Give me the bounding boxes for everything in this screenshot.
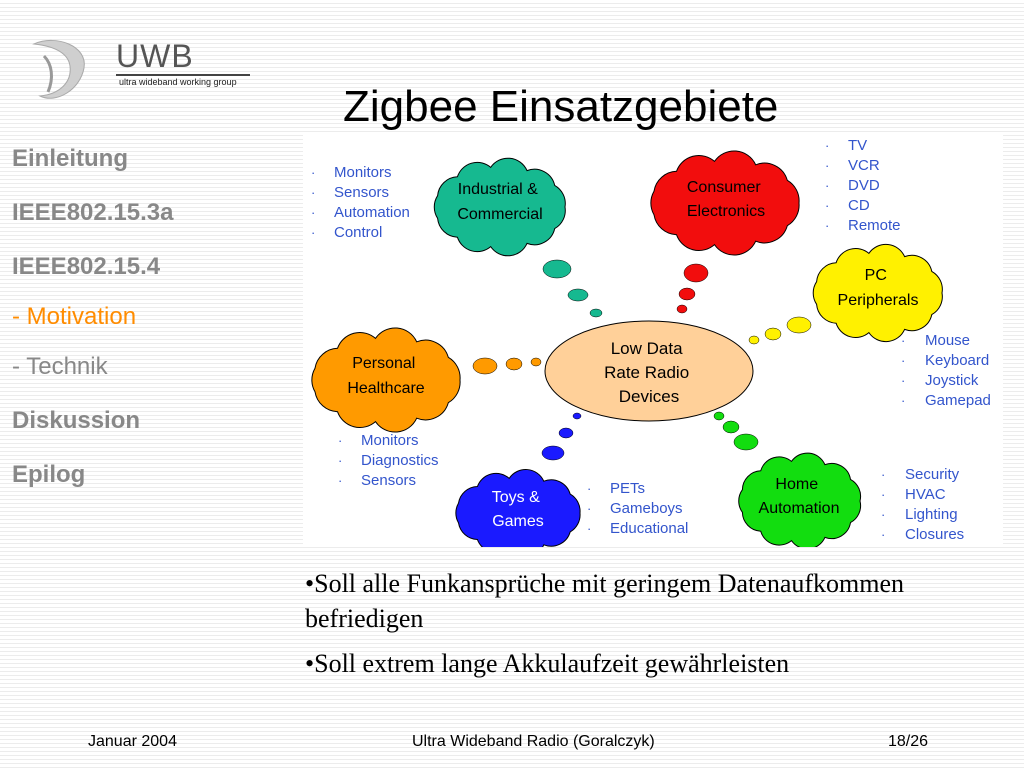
- cloud-label-line: Games: [492, 513, 544, 530]
- nav-subitem-technik[interactable]: - Technik: [12, 353, 108, 380]
- nav-item-einleitung[interactable]: Einleitung: [12, 145, 128, 172]
- bubble-toys-2: [559, 428, 573, 438]
- list-bullet-icon: ·: [881, 487, 886, 502]
- list-item: Gameboys: [610, 500, 683, 517]
- cloud-shape: [456, 469, 580, 547]
- list-bullet-icon: ·: [587, 481, 592, 496]
- list-bullet-icon: ·: [881, 507, 886, 522]
- list-item: Diagnostics: [361, 452, 439, 469]
- list-item: Control: [334, 224, 383, 241]
- list-bullet-icon: ·: [311, 185, 316, 200]
- list-bullet-icon: ·: [587, 521, 592, 536]
- list-bullet-icon: ·: [311, 225, 316, 240]
- bubble-consumer-3: [677, 305, 687, 313]
- list-bullet-icon: ·: [901, 353, 906, 368]
- cloud-label-line: Peripherals: [837, 292, 919, 309]
- list-item: Automation: [334, 204, 410, 221]
- cloud-label-line: Consumer: [686, 179, 761, 196]
- logo-divider: [116, 74, 250, 76]
- cloud-label-line: Toys &: [491, 489, 540, 506]
- list-bullet-icon: ·: [881, 467, 886, 482]
- bubble-toys-3: [573, 413, 581, 419]
- list-bullet-icon: ·: [901, 373, 906, 388]
- list-item: Gamepad: [925, 392, 991, 409]
- cloud-label-line: Commercial: [457, 206, 543, 223]
- bubble-home-3: [714, 412, 724, 420]
- list-bullet-icon: ·: [901, 393, 906, 408]
- bullet-list: [305, 566, 1005, 691]
- nav-subitem-motivation[interactable]: - Motivation: [12, 303, 137, 330]
- list-item: Lighting: [905, 506, 958, 523]
- list-item: Sensors: [361, 472, 417, 489]
- list-item: VCR: [848, 157, 880, 174]
- bubble-personal-2: [506, 358, 522, 370]
- bubble-consumer-2: [679, 288, 695, 300]
- list-bullet-icon: ·: [825, 138, 830, 153]
- list-item: Closures: [905, 526, 965, 543]
- center-label-line: Devices: [618, 387, 680, 406]
- footer-center: Ultra Wideband Radio (Goralczyk): [412, 733, 655, 750]
- cloud-label-line: Home: [775, 476, 819, 493]
- list-bullet-icon: ·: [825, 178, 830, 193]
- footer-page-number: 18/26: [888, 733, 929, 750]
- bubble-home-1: [734, 434, 758, 450]
- bubble-toys-1: [542, 446, 564, 460]
- list-bullet-icon: ·: [825, 158, 830, 173]
- cloud-label-line: Industrial &: [457, 181, 538, 198]
- list-item: Sensors: [334, 184, 390, 201]
- list-item: Joystick: [925, 372, 979, 389]
- list-bullet-icon: ·: [587, 501, 592, 516]
- diagram-canvas: [303, 135, 1003, 547]
- list-bullet-icon: ·: [825, 218, 830, 233]
- footer-date: Januar 2004: [88, 733, 177, 750]
- center-label-line: Rate Radio: [604, 363, 690, 382]
- list-item: HVAC: [905, 486, 946, 503]
- list-item: DVD: [848, 177, 880, 194]
- list-personal: [361, 432, 443, 489]
- logo-swirl-icon: [26, 34, 96, 104]
- list-bullet-icon: ·: [311, 205, 316, 220]
- nav-item-diskussion[interactable]: Diskussion: [12, 407, 141, 434]
- logo-subtitle: ultra wideband working group: [119, 77, 237, 87]
- bubble-pc-3: [749, 336, 759, 344]
- list-bullet-icon: ·: [311, 165, 316, 180]
- list-bullet-icon: ·: [338, 473, 343, 488]
- cloud-label-line: Personal: [352, 355, 416, 372]
- bubble-industrial-3: [590, 309, 602, 317]
- bubble-industrial-2: [568, 289, 588, 301]
- list-bullet-icon: ·: [338, 433, 343, 448]
- list-item: Keyboard: [925, 352, 990, 369]
- list-item: Security: [905, 466, 960, 483]
- center-label-line: Low Data: [610, 339, 683, 358]
- bubble-pc-1: [787, 317, 811, 333]
- nav-item-ieee802-15-3a[interactable]: IEEE802.15.3a: [12, 199, 174, 226]
- list-item: CD: [848, 197, 870, 214]
- list-toys: [610, 480, 688, 537]
- bubble-consumer-1: [684, 264, 708, 282]
- bullet-item: •Soll extrem lange Akkulaufzeit gewährleisten: [305, 649, 790, 678]
- bubble-personal-1: [473, 358, 497, 374]
- cloud-label-line: PC: [864, 267, 887, 284]
- cloud-toys: [456, 469, 580, 547]
- list-item: Remote: [848, 217, 901, 234]
- nav-item-ieee802-15-4[interactable]: IEEE802.15.4: [12, 253, 161, 280]
- list-item: Monitors: [361, 432, 419, 449]
- list-item: Mouse: [925, 332, 971, 349]
- list-industrial: [334, 164, 414, 241]
- cloud-label-line: Electronics: [686, 203, 766, 220]
- zigbee-diagram: [303, 135, 1003, 547]
- list-bullet-icon: ·: [881, 527, 886, 542]
- list-pc: [925, 332, 993, 409]
- list-item: PETs: [610, 480, 646, 497]
- nav-item-epilog[interactable]: Epilog: [12, 461, 86, 488]
- list-item: TV: [848, 137, 868, 154]
- list-item: Educational: [610, 520, 689, 537]
- bubble-home-2: [723, 421, 739, 433]
- sidebar-nav: [12, 142, 292, 512]
- cloud-label-line: Healthcare: [347, 380, 425, 397]
- logo-text: UWB: [116, 38, 194, 74]
- cloud-label-line: Automation: [758, 500, 840, 517]
- slide-title: Zigbee Einsatzgebiete: [343, 82, 779, 131]
- list-consumer: [848, 137, 901, 234]
- list-home: [905, 466, 964, 543]
- bubble-industrial-1: [543, 260, 571, 278]
- list-bullet-icon: ·: [338, 453, 343, 468]
- bubble-personal-3: [531, 358, 541, 366]
- list-bullet-icon: ·: [825, 198, 830, 213]
- bullet-item: •Soll alle Funkansprüche mit geringem Datenaufkommen befriedigen: [305, 569, 905, 633]
- list-item: Monitors: [334, 164, 392, 181]
- list-bullet-icon: ·: [901, 333, 906, 348]
- logo: [26, 34, 256, 104]
- bubble-pc-2: [765, 328, 781, 340]
